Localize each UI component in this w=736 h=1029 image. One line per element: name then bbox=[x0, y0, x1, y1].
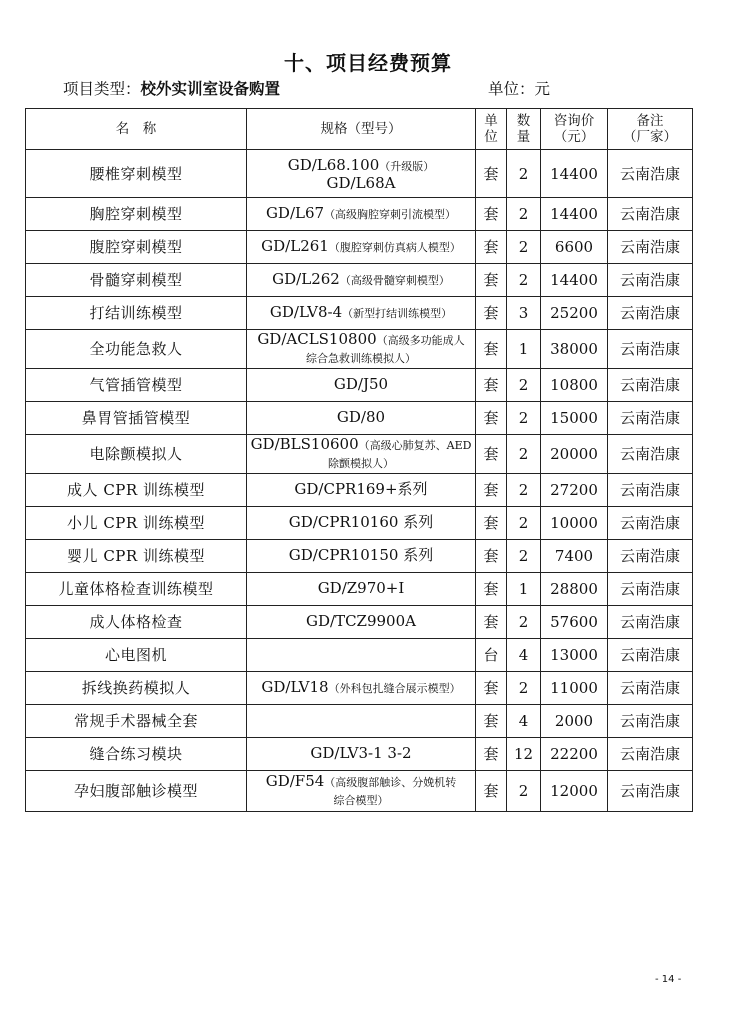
table-header-row bbox=[26, 109, 693, 150]
item-price: 14400 bbox=[541, 150, 608, 198]
item-spec bbox=[247, 231, 476, 264]
budget-table bbox=[25, 108, 693, 812]
item-qty: 2 bbox=[507, 369, 541, 402]
spec-model: GD/CPR10160 系列 bbox=[288, 513, 434, 531]
item-name: 打结训练模型 bbox=[26, 297, 247, 330]
spec-note: （外科包扎缝合展示模型） bbox=[328, 682, 461, 695]
header-unit: 单 位 bbox=[476, 109, 507, 150]
spec-model: GD/ACLS10800 bbox=[257, 330, 377, 348]
item-spec bbox=[247, 474, 476, 507]
item-spec bbox=[247, 672, 476, 705]
table-row bbox=[26, 297, 693, 330]
item-name: 心电图机 bbox=[26, 639, 247, 672]
table-row bbox=[26, 198, 693, 231]
item-name: 常规手术器械全套 bbox=[26, 705, 247, 738]
item-manufacturer: 云南浩康 bbox=[608, 402, 693, 435]
item-name: 成人体格检查 bbox=[26, 606, 247, 639]
spec-model: GD/LV18 bbox=[261, 678, 329, 696]
item-name: 腹腔穿刺模型 bbox=[26, 231, 247, 264]
spec-note-cont: 综合急救训练模拟人） bbox=[306, 352, 416, 365]
item-price: 11000 bbox=[541, 672, 608, 705]
table-row bbox=[26, 231, 693, 264]
spec-model: GD/L68.100 bbox=[287, 155, 380, 174]
header-qty: 数 量 bbox=[507, 109, 541, 150]
item-manufacturer: 云南浩康 bbox=[608, 198, 693, 231]
item-price: 14400 bbox=[541, 264, 608, 297]
item-price: 13000 bbox=[541, 639, 608, 672]
item-qty: 2 bbox=[507, 507, 541, 540]
item-qty: 3 bbox=[507, 297, 541, 330]
item-manufacturer: 云南浩康 bbox=[608, 540, 693, 573]
item-name: 缝合练习模块 bbox=[26, 738, 247, 771]
item-qty: 2 bbox=[507, 771, 541, 812]
item-spec bbox=[247, 606, 476, 639]
spec-note-cont: 除颤模拟人） bbox=[328, 457, 394, 470]
spec-note: （高级多功能成人 bbox=[376, 334, 465, 347]
item-name: 电除颤模拟人 bbox=[26, 435, 247, 474]
table-row bbox=[26, 639, 693, 672]
spec-model: GD/L262 bbox=[272, 270, 340, 288]
table-row bbox=[26, 150, 693, 198]
item-price: 12000 bbox=[541, 771, 608, 812]
item-manufacturer: 云南浩康 bbox=[608, 330, 693, 369]
spec-model: GD/80 bbox=[336, 408, 386, 426]
item-manufacturer: 云南浩康 bbox=[608, 264, 693, 297]
item-qty: 2 bbox=[507, 231, 541, 264]
header-name: 名 称 bbox=[26, 109, 247, 150]
item-unit: 套 bbox=[476, 150, 507, 198]
item-spec bbox=[247, 705, 476, 738]
item-manufacturer: 云南浩康 bbox=[608, 672, 693, 705]
item-unit: 套 bbox=[476, 507, 507, 540]
item-qty: 2 bbox=[507, 540, 541, 573]
table-row bbox=[26, 402, 693, 435]
item-manufacturer: 云南浩康 bbox=[608, 606, 693, 639]
spec-note: （高级心肺复苏、AED bbox=[358, 439, 472, 452]
item-unit: 套 bbox=[476, 672, 507, 705]
item-unit: 套 bbox=[476, 264, 507, 297]
item-price: 38000 bbox=[541, 330, 608, 369]
item-qty: 12 bbox=[507, 738, 541, 771]
spec-model-alt: GD/L68A bbox=[326, 173, 396, 192]
item-price: 7400 bbox=[541, 540, 608, 573]
spec-model: GD/LV3-1 3-2 bbox=[310, 744, 412, 762]
item-spec bbox=[247, 297, 476, 330]
item-name: 小儿 CPR 训练模型 bbox=[26, 507, 247, 540]
item-unit: 套 bbox=[476, 402, 507, 435]
item-name: 骨髓穿刺模型 bbox=[26, 264, 247, 297]
spec-note: （高级胸腔穿刺引流模型） bbox=[324, 208, 457, 221]
item-unit: 套 bbox=[476, 771, 507, 812]
item-name: 成人 CPR 训练模型 bbox=[26, 474, 247, 507]
spec-note: （新型打结训练模型） bbox=[342, 307, 453, 320]
item-unit: 套 bbox=[476, 198, 507, 231]
item-spec bbox=[247, 573, 476, 606]
item-name: 儿童体格检查训练模型 bbox=[26, 573, 247, 606]
item-qty: 1 bbox=[507, 330, 541, 369]
table-row bbox=[26, 264, 693, 297]
table-row bbox=[26, 507, 693, 540]
item-qty: 4 bbox=[507, 639, 541, 672]
item-unit: 套 bbox=[476, 330, 507, 369]
spec-model: GD/CPR169+系列 bbox=[294, 480, 428, 498]
table-row bbox=[26, 474, 693, 507]
item-manufacturer: 云南浩康 bbox=[608, 738, 693, 771]
item-unit: 套 bbox=[476, 606, 507, 639]
item-manufacturer: 云南浩康 bbox=[608, 435, 693, 474]
item-name: 孕妇腹部触诊模型 bbox=[26, 771, 247, 812]
item-spec bbox=[247, 402, 476, 435]
document-title: 十、项目经费预算 bbox=[284, 51, 452, 75]
item-unit: 套 bbox=[476, 705, 507, 738]
item-qty: 2 bbox=[507, 672, 541, 705]
item-qty: 2 bbox=[507, 402, 541, 435]
item-manufacturer: 云南浩康 bbox=[608, 369, 693, 402]
item-price: 10000 bbox=[541, 507, 608, 540]
spec-note: （高级腹部触诊、分娩机转 bbox=[324, 776, 457, 789]
table-row bbox=[26, 672, 693, 705]
item-spec bbox=[247, 771, 476, 812]
item-qty: 4 bbox=[507, 705, 541, 738]
spec-model: GD/J50 bbox=[333, 375, 389, 393]
spec-model: GD/TCZ9900A bbox=[306, 612, 416, 630]
item-unit: 套 bbox=[476, 474, 507, 507]
spec-note: （升级版） bbox=[379, 159, 435, 173]
item-unit: 套 bbox=[476, 435, 507, 474]
spec-model: GD/LV8-4 bbox=[269, 303, 343, 321]
project-type-value: 校外实训室设备购置 bbox=[140, 79, 281, 98]
item-unit: 套 bbox=[476, 231, 507, 264]
item-qty: 2 bbox=[507, 198, 541, 231]
spec-note: （腹腔穿刺仿真病人模型） bbox=[328, 241, 461, 254]
item-unit: 套 bbox=[476, 297, 507, 330]
item-manufacturer: 云南浩康 bbox=[608, 474, 693, 507]
item-name: 拆线换药模拟人 bbox=[26, 672, 247, 705]
item-manufacturer: 云南浩康 bbox=[608, 507, 693, 540]
table-row bbox=[26, 738, 693, 771]
item-spec bbox=[247, 639, 476, 672]
item-price: 22200 bbox=[541, 738, 608, 771]
table-row bbox=[26, 369, 693, 402]
spec-note-cont: 综合模型） bbox=[333, 794, 389, 807]
item-spec bbox=[247, 738, 476, 771]
item-name: 胸腔穿刺模型 bbox=[26, 198, 247, 231]
item-manufacturer: 云南浩康 bbox=[608, 231, 693, 264]
item-spec bbox=[247, 330, 476, 369]
item-price: 20000 bbox=[541, 435, 608, 474]
item-price: 14400 bbox=[541, 198, 608, 231]
item-name: 气管插管模型 bbox=[26, 369, 247, 402]
project-type-label: 项目类型： bbox=[63, 80, 141, 98]
spec-model: GD/CPR10150 系列 bbox=[288, 546, 434, 564]
item-price: 28800 bbox=[541, 573, 608, 606]
item-manufacturer: 云南浩康 bbox=[608, 573, 693, 606]
item-unit: 套 bbox=[476, 540, 507, 573]
spec-note: （高级骨髓穿刺模型） bbox=[339, 274, 450, 287]
item-qty: 2 bbox=[507, 474, 541, 507]
header-price: 咨询价 （元） bbox=[541, 109, 608, 150]
item-unit: 套 bbox=[476, 738, 507, 771]
item-spec bbox=[247, 369, 476, 402]
item-unit: 套 bbox=[476, 369, 507, 402]
spec-model: GD/Z970+I bbox=[317, 579, 405, 597]
spec-model: GD/L67 bbox=[265, 204, 325, 222]
item-spec bbox=[247, 198, 476, 231]
item-manufacturer: 云南浩康 bbox=[608, 150, 693, 198]
item-manufacturer: 云南浩康 bbox=[608, 771, 693, 812]
item-manufacturer: 云南浩康 bbox=[608, 639, 693, 672]
item-name: 腰椎穿刺模型 bbox=[26, 150, 247, 198]
item-spec bbox=[247, 150, 476, 198]
table-row bbox=[26, 573, 693, 606]
item-name: 鼻胃管插管模型 bbox=[26, 402, 247, 435]
header-spec: 规格（型号） bbox=[247, 109, 476, 150]
spec-model: GD/F54 bbox=[265, 772, 325, 790]
item-price: 57600 bbox=[541, 606, 608, 639]
item-price: 27200 bbox=[541, 474, 608, 507]
item-qty: 2 bbox=[507, 150, 541, 198]
table-row bbox=[26, 435, 693, 474]
item-qty: 2 bbox=[507, 435, 541, 474]
item-spec bbox=[247, 540, 476, 573]
spec-model: GD/L261 bbox=[261, 237, 329, 255]
header-note: 备注 （厂家） bbox=[608, 109, 693, 150]
item-price: 2000 bbox=[541, 705, 608, 738]
item-qty: 2 bbox=[507, 264, 541, 297]
currency-unit: 单位：元 bbox=[488, 80, 551, 98]
project-type bbox=[63, 77, 280, 99]
item-spec bbox=[247, 435, 476, 474]
table-row bbox=[26, 771, 693, 812]
item-qty: 1 bbox=[507, 573, 541, 606]
table-row bbox=[26, 330, 693, 369]
item-price: 6600 bbox=[541, 231, 608, 264]
item-spec bbox=[247, 264, 476, 297]
item-unit: 台 bbox=[476, 639, 507, 672]
spec-model: GD/BLS10600 bbox=[250, 435, 359, 453]
page-number: - 14 - bbox=[655, 974, 682, 985]
item-price: 10800 bbox=[541, 369, 608, 402]
item-manufacturer: 云南浩康 bbox=[608, 297, 693, 330]
item-qty: 2 bbox=[507, 606, 541, 639]
item-name: 全功能急救人 bbox=[26, 330, 247, 369]
table-row bbox=[26, 540, 693, 573]
item-price: 25200 bbox=[541, 297, 608, 330]
item-price: 15000 bbox=[541, 402, 608, 435]
item-spec bbox=[247, 507, 476, 540]
item-name: 婴儿 CPR 训练模型 bbox=[26, 540, 247, 573]
table-row bbox=[26, 705, 693, 738]
item-unit: 套 bbox=[476, 573, 507, 606]
item-manufacturer: 云南浩康 bbox=[608, 705, 693, 738]
table-row bbox=[26, 606, 693, 639]
